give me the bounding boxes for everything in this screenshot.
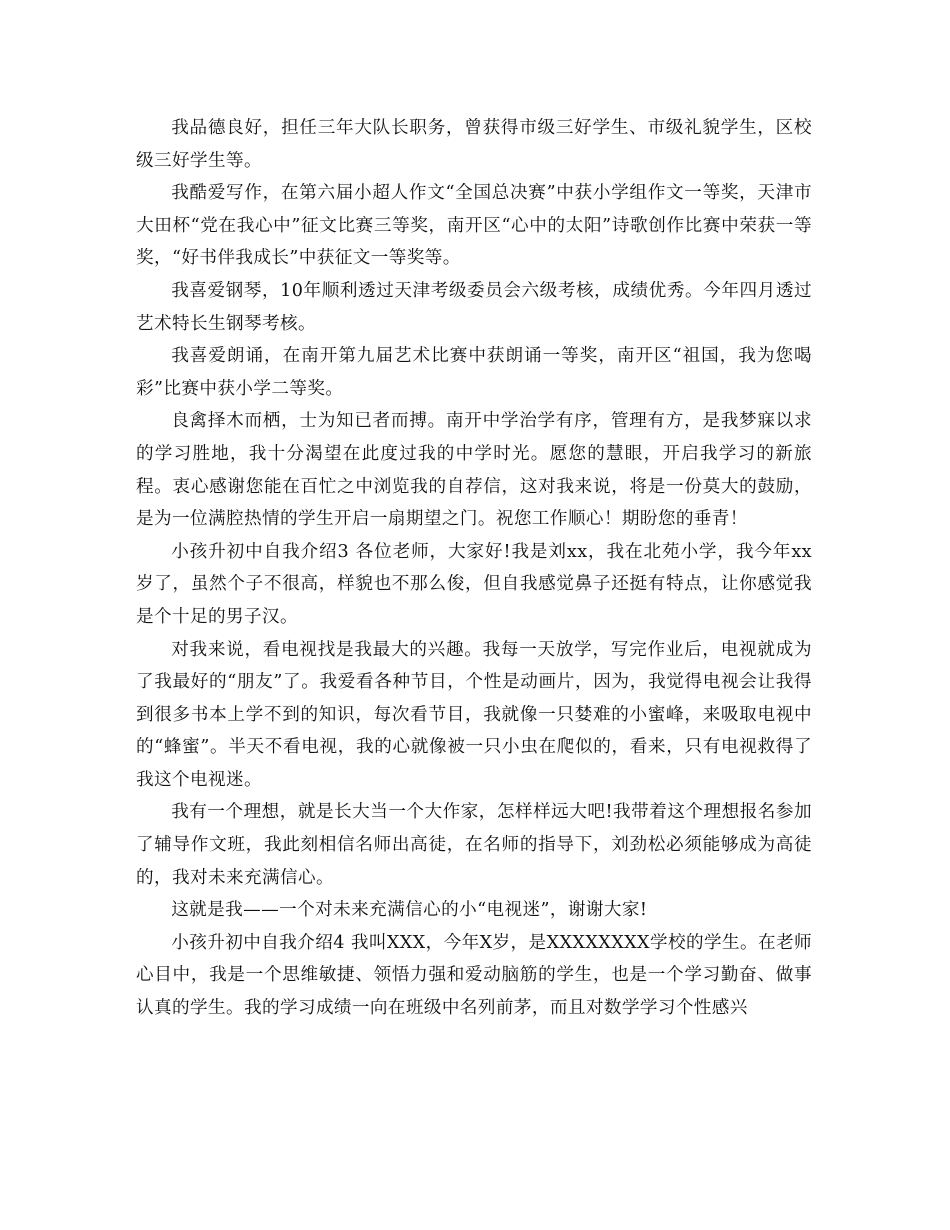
paragraph-thanks: 这就是我——一个对未来充满信心的小“电视迷”，谢谢大家! — [171, 900, 648, 921]
paragraph-recitation: 我喜爱朗诵，在南开第九届艺术比赛中获朗诵一等奖，南开区“祖国，我为您喝彩”比赛中获小学二等奖。 — [136, 346, 812, 399]
document-page — [136, 112, 812, 1025]
paragraph-dream: 我有一个理想，就是长大当一个大作家，怎样样远大吧!我带着这个理想报名参加了辅导作文班，我此刻相信名师出高徒，在名师的指导下，刘劲松必须能够成为高徒的，我对未来充满信心。 — [136, 802, 812, 888]
paragraph-closing-letter: 良禽择木而栖，士为知已者而搏。南开中学治学有序，管理有方，是我梦寐以求的学习胜地，我十分渴望在此度过我的中学时光。愿您的慧眼，开启我学习的新旅程。衷心感谢您能在百忙之中浏览我的自荐信，这对我来说，将是一份莫大的鼓励，是为一位满腔热情的学生开启一扇期望之门。祝您工作顺心！期盼您的垂青！ — [136, 411, 812, 530]
paragraph-intro-4: 小孩升初中自我介绍4 我叫XXX，今年X岁，是XXXXXXXX学校的学生。在老师心目中，我是一个思维敏捷、领悟力强和爱动脑筋的学生，也是一个学习勤奋、做事认真的学生。我的学习成绩一向在班级中名列前茅，而且对数学学习个性感兴 — [136, 932, 812, 1019]
paragraph-merits: 我品德良好，担任三年大队长职务，曾获得市级三好学生、市级礼貌学生，区校级三好学生等。 — [136, 118, 812, 171]
paragraph-writing-awards: 我酷爱写作，在第六届小超人作文“全国总决赛”中获小学组作文一等奖，天津市大田杯“党在我心中”征文比赛三等奖，南开区“心中的太阳”诗歌创作比赛中荣获一等奖，“好书伴我成长”中获征文一等奖等。 — [136, 183, 812, 269]
paragraph-tv-interest: 对我来说，看电视找是我最大的兴趣。我每一天放学，写完作业后，电视就成为了我最好的“朋友”了。我爱看各种节目，个性是动画片，因为，我觉得电视会让我得到很多书本上学不到的知识，每次看节目，我就像一只婪难的小蜜峰，来吸取电视中的“蜂蜜”。半天不看电视，我的心就像被一只小虫在爬似的，看来，只有电视救得了我这个电视迷。 — [136, 639, 812, 790]
paragraph-intro-3: 小孩升初中自我介绍3 各位老师，大家好!我是刘xx，我在北苑小学，我今年xx岁了，虽然个子不很高，样貌也不那么俊，但自我感觉鼻子还挺有特点，让你感觉我是个十足的男子汉。 — [136, 541, 812, 627]
paragraph-piano: 我喜爱钢琴，10年顺利透过天津考级委员会六级考核，成绩优秀。今年四月透过艺术特长生钢琴考核。 — [136, 280, 812, 334]
